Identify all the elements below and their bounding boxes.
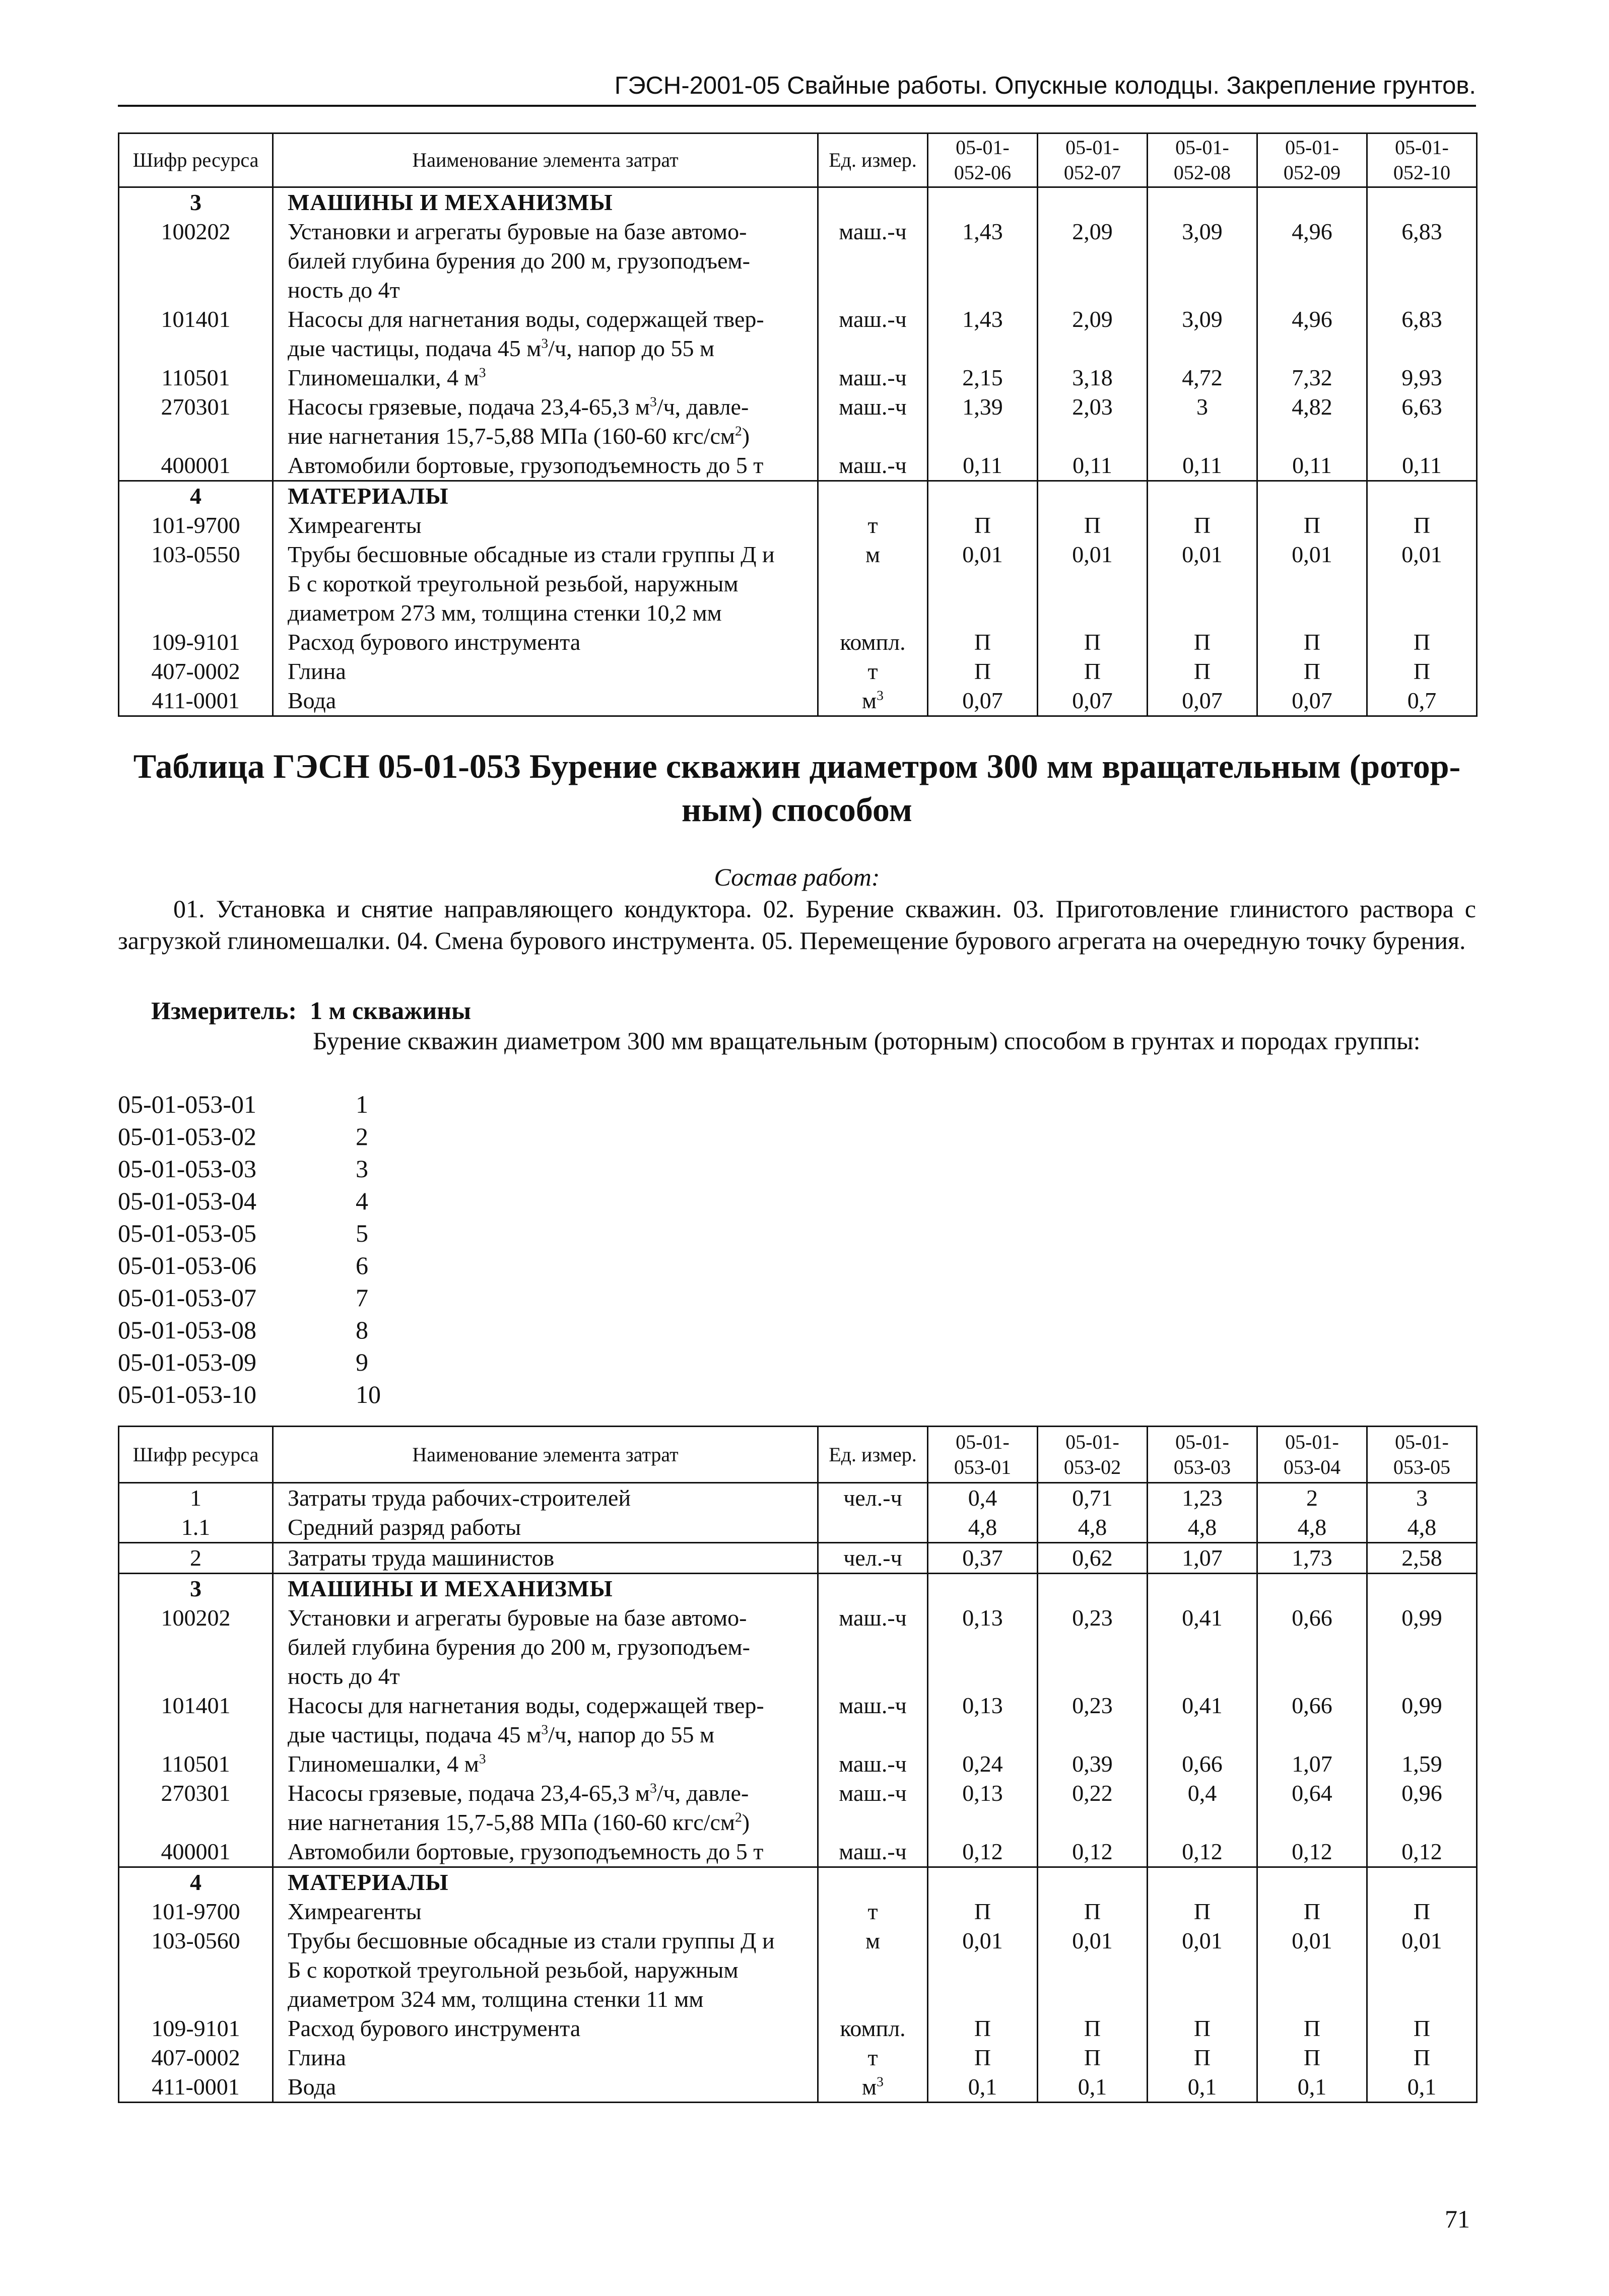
table-cell: 0,1: [1367, 2072, 1477, 2103]
table-cell: Насосы грязевые, подача 23,4-65,3 $м^3/ч$, давле- ние нагнетания 15,7-5,88 МПа (160-60 кгс/$см^2$): [273, 1779, 818, 1837]
table-cell: 0,07: [1148, 686, 1257, 716]
table-cell: 109-9101: [119, 2014, 273, 2043]
running-header: ГЭСН-2001-05 Свайные работы. Опускные колодцы. Закрепление грунтов.: [614, 72, 1476, 99]
table-cell: [1367, 1574, 1477, 1604]
table-cell: 0,71: [1038, 1483, 1148, 1513]
table-cell: 0,24: [928, 1749, 1038, 1779]
table-cell: 101401: [119, 305, 273, 363]
table-cell: Глина: [273, 657, 818, 686]
table-cell: 1,23: [1148, 1483, 1257, 1513]
table-cell: П: [1367, 1897, 1477, 1926]
table-cell: П: [928, 511, 1038, 540]
table-cell: [1148, 481, 1257, 511]
table-cell: маш.-ч: [818, 363, 928, 392]
variants-list: [118, 1088, 381, 1410]
table-cell: 3: [1148, 392, 1257, 451]
table-cell: 110501: [119, 1749, 273, 1779]
table-cell: П: [1038, 2043, 1148, 2072]
table-row: [119, 1513, 1477, 1543]
col-header-norm: 05-01- 053-05: [1367, 1427, 1477, 1483]
table-cell: т: [818, 511, 928, 540]
col-header-unit: Ед. измер.: [818, 1427, 928, 1483]
table-cell: 2,15: [928, 363, 1038, 392]
table-cell: Расход бурового инструмента: [273, 628, 818, 657]
table-cell: 0,13: [928, 1779, 1038, 1837]
table-cell: 3,09: [1148, 305, 1257, 363]
table-cell: МАШИНЫ И МЕХАНИЗМЫ: [273, 1574, 818, 1604]
table-cell: Затраты труда рабочих-строителей: [273, 1483, 818, 1513]
table-cell: маш.-ч: [818, 217, 928, 305]
table-row: [119, 1926, 1477, 2014]
table-cell: П: [1367, 2014, 1477, 2043]
table-row: [119, 1483, 1477, 1513]
works-label: Состав работ:: [714, 863, 880, 891]
table-cell: [1367, 481, 1477, 511]
table-cell: 407-0002: [119, 657, 273, 686]
table-cell: 0,13: [928, 1603, 1038, 1691]
table-cell: 411-0001: [119, 2072, 273, 2103]
table-cell: 1.1: [119, 1513, 273, 1543]
table-cell: 0,1: [928, 2072, 1038, 2103]
table-cell: 1,59: [1367, 1749, 1477, 1779]
table-cell: 2,09: [1038, 305, 1148, 363]
table-cell: 0,13: [928, 1691, 1038, 1749]
table-cell: маш.-ч: [818, 1779, 928, 1837]
table-cell: [928, 1574, 1038, 1604]
table-cell: П: [1257, 2043, 1367, 2072]
table-cell: Насосы для нагнетания воды, содержащей твер- дые частицы, подача 45 $м^3/ч$, напор до 55 м: [273, 1691, 818, 1749]
table-cell: 1,43: [928, 305, 1038, 363]
table-cell: 0,62: [1038, 1543, 1148, 1574]
table-row: [119, 1749, 1477, 1779]
table-cell: П: [1257, 1897, 1367, 1926]
table-cell: 0,01: [1367, 1926, 1477, 2014]
table-cell: Расход бурового инструмента: [273, 2014, 818, 2043]
table-cell: 0,41: [1148, 1691, 1257, 1749]
col-header-unit: Ед. измер.: [818, 133, 928, 187]
table-cell: т: [818, 657, 928, 686]
list-item: 05-01-053-10 10: [118, 1380, 381, 1408]
table-row: [119, 1837, 1477, 1867]
table-cell: П: [1148, 1897, 1257, 1926]
table-cell: [818, 481, 928, 511]
table-cell: 0,01: [1038, 540, 1148, 628]
table-cell: Вода: [273, 686, 818, 716]
table-cell: МАШИНЫ И МЕХАНИЗМЫ: [273, 187, 818, 218]
table-cell: [928, 187, 1038, 218]
table-cell: 100202: [119, 1603, 273, 1691]
table-cell: П: [1038, 1897, 1148, 1926]
table-cell: Насосы для нагнетания воды, содержащей твер- дые частицы, подача 45 $м^3/ч$, напор до 55 м: [273, 305, 818, 363]
table-cell: [1367, 1867, 1477, 1898]
table-cell: чел.-ч: [818, 1483, 928, 1513]
list-item: 05-01-053-06 6: [118, 1251, 368, 1279]
table-cell: П: [928, 657, 1038, 686]
table-cell: 6,83: [1367, 217, 1477, 305]
table-cell: Затраты труда машинистов: [273, 1543, 818, 1574]
table-cell: 0,1: [1038, 2072, 1148, 2103]
table-row: [119, 392, 1477, 451]
table-cell: П: [1148, 2014, 1257, 2043]
col-header-norm: 05-01- 052-10: [1367, 133, 1477, 187]
table-cell: [928, 1867, 1038, 1898]
table-row: [119, 2014, 1477, 2043]
table-cell: 4,82: [1257, 392, 1367, 451]
table-cell: П: [1148, 657, 1257, 686]
table-cell: компл.: [818, 628, 928, 657]
table-cell: П: [1367, 628, 1477, 657]
table-cell: 0,01: [1367, 540, 1477, 628]
table-cell: П: [1038, 628, 1148, 657]
col-header-norm: 05-01- 053-04: [1257, 1427, 1367, 1483]
list-item: 05-01-053-08 8: [118, 1316, 368, 1344]
table-cell: 4: [119, 481, 273, 511]
list-item: 05-01-053-04 4: [118, 1187, 368, 1215]
table-cell: 0,01: [1257, 1926, 1367, 2014]
table-cell: 110501: [119, 363, 273, 392]
table-row: [119, 2043, 1477, 2072]
table-cell: 0,64: [1257, 1779, 1367, 1837]
table-cell: [928, 481, 1038, 511]
table-cell: П: [1257, 511, 1367, 540]
table-cell: 4,96: [1257, 305, 1367, 363]
table-cell: [1257, 481, 1367, 511]
table-cell: 0,66: [1257, 1603, 1367, 1691]
table-cell: 100202: [119, 217, 273, 305]
table-cell: Глиномешалки, 4 $м^3$: [273, 1749, 818, 1779]
list-item: 05-01-053-05 5: [118, 1219, 368, 1247]
table-cell: 4,96: [1257, 217, 1367, 305]
table-cell: Насосы грязевые, подача 23,4-65,3 $м^3/ч$, давле- ние нагнетания 15,7-5,88 МПа (160-60 кгс/$см^2$): [273, 392, 818, 451]
table-cell: [1038, 1867, 1148, 1898]
table-cell: 0,22: [1038, 1779, 1148, 1837]
col-header-norm: 05-01- 052-06: [928, 133, 1038, 187]
table-row: [119, 686, 1477, 716]
table-cell: П: [1257, 628, 1367, 657]
table-cell: [1148, 1867, 1257, 1898]
table-cell: 9,93: [1367, 363, 1477, 392]
table-cell: 0,12: [1367, 1837, 1477, 1867]
table-cell: 0,4: [1148, 1779, 1257, 1837]
table-row: [119, 540, 1477, 628]
table-row: [119, 1543, 1477, 1574]
table-cell: маш.-ч: [818, 1691, 928, 1749]
table-cell: 4,8: [1257, 1513, 1367, 1543]
table-cell: 400001: [119, 1837, 273, 1867]
table-cell: 101-9700: [119, 511, 273, 540]
measure-unit: Измеритель: 1 м скважины: [151, 996, 472, 1025]
table-cell: м: [818, 540, 928, 628]
col-header-norm: 05-01- 052-07: [1038, 133, 1148, 187]
table-cell: [1038, 187, 1148, 218]
table-cell: 1,39: [928, 392, 1038, 451]
table-cell: 0,01: [928, 1926, 1038, 2014]
table-cell: 0,01: [1257, 540, 1367, 628]
table-title: Таблица ГЭСН 05-01-053 Бурение скважин диаметром 300 мм вращательным (ротор- ным) способом: [133, 747, 1461, 829]
table-cell: 400001: [119, 451, 273, 481]
table-cell: Химреагенты: [273, 1897, 818, 1926]
table-cell: 0,01: [1148, 540, 1257, 628]
norm-table-052: [118, 132, 1478, 717]
table-row: [119, 511, 1477, 540]
table-cell: 0,11: [1367, 451, 1477, 481]
header-rule: [118, 105, 1476, 107]
table-cell: П: [928, 628, 1038, 657]
table-cell: П: [1038, 2014, 1148, 2043]
table-cell: Установки и агрегаты буровые на базе автомо- билей глубина бурения до 200 м, грузоподъем- ность до 4т: [273, 217, 818, 305]
table-cell: [1257, 187, 1367, 218]
table-cell: 0,01: [928, 540, 1038, 628]
table-cell: 103-0560: [119, 1926, 273, 2014]
table-cell: 101401: [119, 1691, 273, 1749]
col-header-name: Наименование элемента затрат: [273, 133, 818, 187]
col-header-code: Шифр ресурса: [119, 1427, 273, 1483]
table-cell: Установки и агрегаты буровые на базе автомо- билей глубина бурения до 200 м, грузоподъем- ность до 4т: [273, 1603, 818, 1691]
table-cell: 2: [1257, 1483, 1367, 1513]
table-cell: м: [818, 1926, 928, 2014]
table-cell: Средний разряд работы: [273, 1513, 818, 1543]
table-cell: [1148, 187, 1257, 218]
table-cell: П: [1038, 657, 1148, 686]
table-cell: 2,09: [1038, 217, 1148, 305]
table-cell: [1257, 1574, 1367, 1604]
table-cell: [818, 187, 928, 218]
table-cell: Глина: [273, 2043, 818, 2072]
table-cell: компл.: [818, 2014, 928, 2043]
table-cell: 103-0550: [119, 540, 273, 628]
table-cell: 2,58: [1367, 1543, 1477, 1574]
table-row: [119, 628, 1477, 657]
table-cell: П: [1148, 511, 1257, 540]
section-row: [119, 481, 1477, 511]
table-cell: 3: [1367, 1483, 1477, 1513]
table-cell: маш.-ч: [818, 1837, 928, 1867]
table-cell: маш.-ч: [818, 392, 928, 451]
table-cell: 0,23: [1038, 1691, 1148, 1749]
table-row: [119, 217, 1477, 305]
table-cell: 0,12: [1257, 1837, 1367, 1867]
table-cell: 0,66: [1148, 1749, 1257, 1779]
table-cell: 7,32: [1257, 363, 1367, 392]
table-cell: МАТЕРИАЛЫ: [273, 481, 818, 511]
col-header-code: Шифр ресурса: [119, 133, 273, 187]
table-row: [119, 2072, 1477, 2103]
table-cell: П: [1367, 657, 1477, 686]
list-item: 05-01-053-09 9: [118, 1348, 368, 1376]
table-cell: 0,07: [928, 686, 1038, 716]
table-cell: П: [928, 2043, 1038, 2072]
table-cell: П: [1148, 628, 1257, 657]
list-item: 05-01-053-01 1: [118, 1090, 368, 1118]
col-header-name: Наименование элемента затрат: [273, 1427, 818, 1483]
table-cell: [1038, 1574, 1148, 1604]
table-cell: 4,8: [928, 1513, 1038, 1543]
table-cell: 0,66: [1257, 1691, 1367, 1749]
table-cell: 270301: [119, 392, 273, 451]
page-number: 71: [1445, 2205, 1470, 2233]
table-cell: 0,07: [1038, 686, 1148, 716]
table-cell: 1,73: [1257, 1543, 1367, 1574]
table-cell: 4,8: [1148, 1513, 1257, 1543]
table-cell: Трубы бесшовные обсадные из стали группы Д и Б с короткой треугольной резьбой, наружным диаметром 324 мм, толщина стенки 11 мм: [273, 1926, 818, 2014]
section-row: [119, 1574, 1477, 1604]
col-header-norm: 05-01- 053-01: [928, 1427, 1038, 1483]
table-cell: Трубы бесшовные обсадные из стали группы Д и Б с короткой треугольной резьбой, наружным диаметром 273 мм, толщина стенки 10,2 мм: [273, 540, 818, 628]
table-cell: 0,99: [1367, 1603, 1477, 1691]
table-cell: маш.-ч: [818, 305, 928, 363]
table-cell: П: [1257, 657, 1367, 686]
variants-intro: Бурение скважин диаметром 300 мм вращательным (роторным) способом в грунтах и породах группы:: [313, 1027, 1421, 1055]
table-cell: 0,11: [1038, 451, 1148, 481]
table-cell: 0,23: [1038, 1603, 1148, 1691]
table-cell: П: [1148, 2043, 1257, 2072]
table-row: [119, 1691, 1477, 1749]
table-cell: маш.-ч: [818, 1603, 928, 1691]
table-cell: 4,8: [1367, 1513, 1477, 1543]
table-cell: 0,07: [1257, 686, 1367, 716]
table-cell: маш.-ч: [818, 1749, 928, 1779]
table-cell: Автомобили бортовые, грузоподъемность до 5 т: [273, 451, 818, 481]
table-cell: 3: [119, 1574, 273, 1604]
table-cell: 0,1: [1148, 2072, 1257, 2103]
table-cell: 0,12: [1148, 1837, 1257, 1867]
table-cell: 6,83: [1367, 305, 1477, 363]
table-cell: 1: [119, 1483, 273, 1513]
table-cell: 0,1: [1257, 2072, 1367, 2103]
table-row: [119, 1603, 1477, 1691]
table-cell: маш.-ч: [818, 451, 928, 481]
table-cell: 0,7: [1367, 686, 1477, 716]
col-header-norm: 05-01- 052-09: [1257, 133, 1367, 187]
table-cell: 4,8: [1038, 1513, 1148, 1543]
list-item: 05-01-053-07 7: [118, 1284, 368, 1312]
table-row: [119, 451, 1477, 481]
table-cell: [1038, 481, 1148, 511]
table-cell: [818, 1574, 928, 1604]
table-cell: П: [1038, 511, 1148, 540]
table-cell: Глиномешалки, 4 $м^3$: [273, 363, 818, 392]
table-cell: 411-0001: [119, 686, 273, 716]
list-item: 05-01-053-02 2: [118, 1122, 368, 1151]
table-cell: 0,4: [928, 1483, 1038, 1513]
table-cell: т: [818, 1897, 928, 1926]
col-header-norm: 05-01- 053-02: [1038, 1427, 1148, 1483]
table-cell: Вода: [273, 2072, 818, 2103]
table-cell: 0,37: [928, 1543, 1038, 1574]
table-cell: 0,39: [1038, 1749, 1148, 1779]
table-cell: 0,99: [1367, 1691, 1477, 1749]
table-cell: [1257, 1867, 1367, 1898]
table-cell: 0,01: [1038, 1926, 1148, 2014]
table-row: [119, 1779, 1477, 1837]
col-header-norm: 05-01- 053-03: [1148, 1427, 1257, 1483]
table-cell: Автомобили бортовые, грузоподъемность до 5 т: [273, 1837, 818, 1867]
table-cell: $м^3$: [818, 686, 928, 716]
table-row: [119, 363, 1477, 392]
table-cell: 4: [119, 1867, 273, 1898]
table-cell: $м^3$: [818, 2072, 928, 2103]
table-cell: П: [928, 1897, 1038, 1926]
table-cell: Химреагенты: [273, 511, 818, 540]
table-cell: П: [1367, 511, 1477, 540]
table-cell: т: [818, 2043, 928, 2072]
table-cell: [818, 1867, 928, 1898]
table-cell: 1,07: [1148, 1543, 1257, 1574]
table-cell: 0,41: [1148, 1603, 1257, 1691]
table-cell: 101-9700: [119, 1897, 273, 1926]
table-cell: 6,63: [1367, 392, 1477, 451]
table-cell: 3,09: [1148, 217, 1257, 305]
table-cell: [1148, 1574, 1257, 1604]
table-cell: 3,18: [1038, 363, 1148, 392]
norm-table-053: [118, 1426, 1478, 2103]
table-cell: 407-0002: [119, 2043, 273, 2072]
table-cell: П: [1367, 2043, 1477, 2072]
table-cell: [818, 1513, 928, 1543]
section-row: [119, 1867, 1477, 1898]
table-cell: 4,72: [1148, 363, 1257, 392]
table-cell: 0,12: [928, 1837, 1038, 1867]
table-cell: чел.-ч: [818, 1543, 928, 1574]
table-cell: 1,07: [1257, 1749, 1367, 1779]
table-cell: П: [1257, 2014, 1367, 2043]
table-row: [119, 657, 1477, 686]
table-cell: МАТЕРИАЛЫ: [273, 1867, 818, 1898]
section-row: [119, 187, 1477, 218]
table-cell: 0,11: [1257, 451, 1367, 481]
table-cell: 0,96: [1367, 1779, 1477, 1837]
col-header-norm: 05-01- 052-08: [1148, 133, 1257, 187]
list-item: 05-01-053-03 3: [118, 1155, 368, 1183]
table-cell: 0,11: [1148, 451, 1257, 481]
table-cell: 109-9101: [119, 628, 273, 657]
table-row: [119, 1897, 1477, 1926]
table-cell: 2,03: [1038, 392, 1148, 451]
table-cell: 2: [119, 1543, 273, 1574]
table-cell: 1,43: [928, 217, 1038, 305]
table-cell: [1367, 187, 1477, 218]
table-row: [119, 305, 1477, 363]
table-cell: 0,01: [1148, 1926, 1257, 2014]
table-cell: 270301: [119, 1779, 273, 1837]
table-cell: 0,11: [928, 451, 1038, 481]
table-cell: 0,12: [1038, 1837, 1148, 1867]
works-text: 01. Установка и снятие направляющего кондуктора. 02. Бурение скважин. 03. Приготовление глинистого раствора с загрузкой глиномешалки. 04. Смена бурового инструмента. 05. Перемещение бурового агрегата на очередную точку бурения.: [118, 895, 1476, 955]
table-cell: П: [928, 2014, 1038, 2043]
table-cell: 3: [119, 187, 273, 218]
